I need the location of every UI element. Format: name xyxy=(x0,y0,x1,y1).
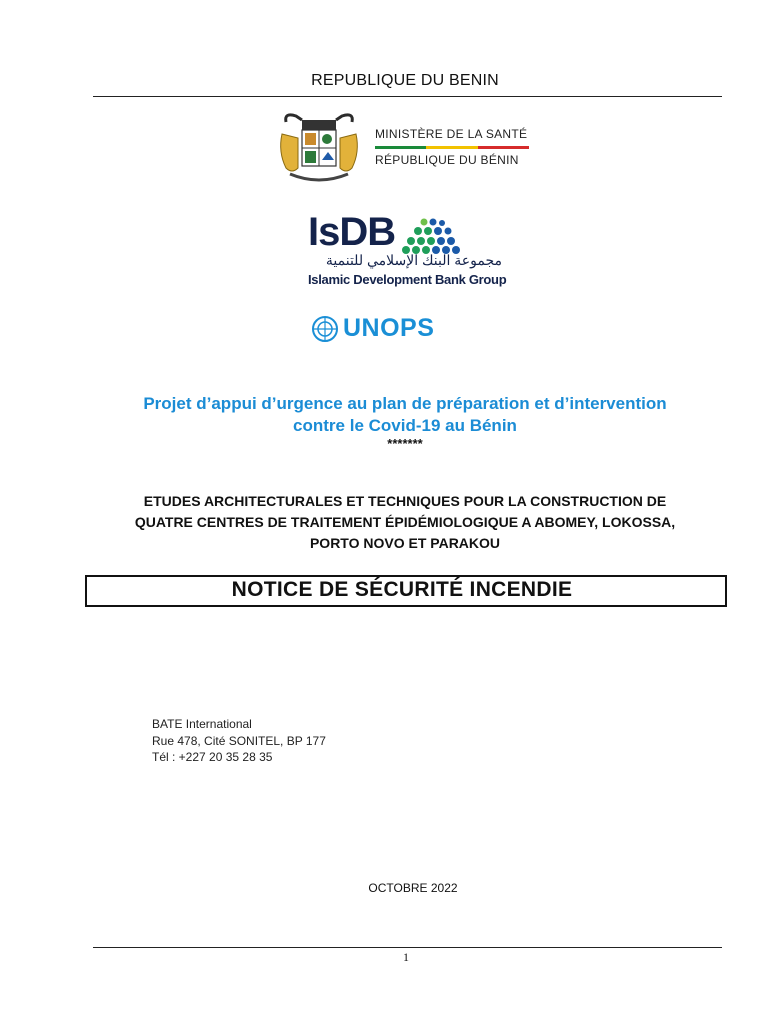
header-divider xyxy=(93,96,722,97)
studies-heading xyxy=(70,491,740,554)
project-title xyxy=(60,393,750,437)
footer-divider xyxy=(93,947,722,948)
project-title-line2: contre le Covid-19 au Bénin xyxy=(293,416,517,435)
separator-stars: ******* xyxy=(387,436,423,451)
un-emblem-icon xyxy=(311,315,339,343)
company-phone: Tél : +227 20 35 28 35 xyxy=(152,750,273,764)
company-info xyxy=(152,716,326,766)
unops-logo-text: UNOPS xyxy=(343,314,435,342)
isdb-arabic-name: مجموعة البنك الإسلامي للتنمية xyxy=(325,252,502,268)
project-title-line1: Projet d’appui d’urgence au plan de préparation et d’intervention xyxy=(143,394,667,413)
company-address: Rue 478, Cité SONITEL, BP 177 xyxy=(152,733,326,748)
document-date: OCTOBRE 2022 xyxy=(368,881,458,895)
isdb-logo-text: IsDB xyxy=(308,210,396,254)
notice-title: NOTICE DE SÉCURITÉ INCENDIE xyxy=(231,578,573,601)
isdb-globe-icon xyxy=(396,216,466,256)
isdb-subtitle: Islamic Development Bank Group xyxy=(308,272,507,287)
ministry-country: RÉPUBLIQUE DU BÉNIN xyxy=(375,153,519,167)
coat-of-arms-icon xyxy=(276,112,362,186)
unops-logo xyxy=(311,312,471,344)
studies-line2: QUATRE CENTRES DE TRAITEMENT ÉPIDÉMIOLOGIQUE A ABOMEY, LOKOSSA, xyxy=(134,514,676,530)
page-header-title: REPUBLIQUE DU BENIN xyxy=(311,72,499,89)
isdb-logo xyxy=(304,202,507,294)
page-number: 1 xyxy=(403,950,409,964)
ministry-name: MINISTÈRE DE LA SANTÉ xyxy=(375,127,528,141)
notice-title-box xyxy=(85,575,727,607)
flag-colors-bar xyxy=(375,146,529,149)
studies-line1: ETUDES ARCHITECTURALES ET TECHNIQUES POUR LA CONSTRUCTION DE xyxy=(143,493,667,509)
company-name: BATE International xyxy=(152,717,252,731)
studies-line3: PORTO NOVO ET PARAKOU xyxy=(309,535,501,551)
